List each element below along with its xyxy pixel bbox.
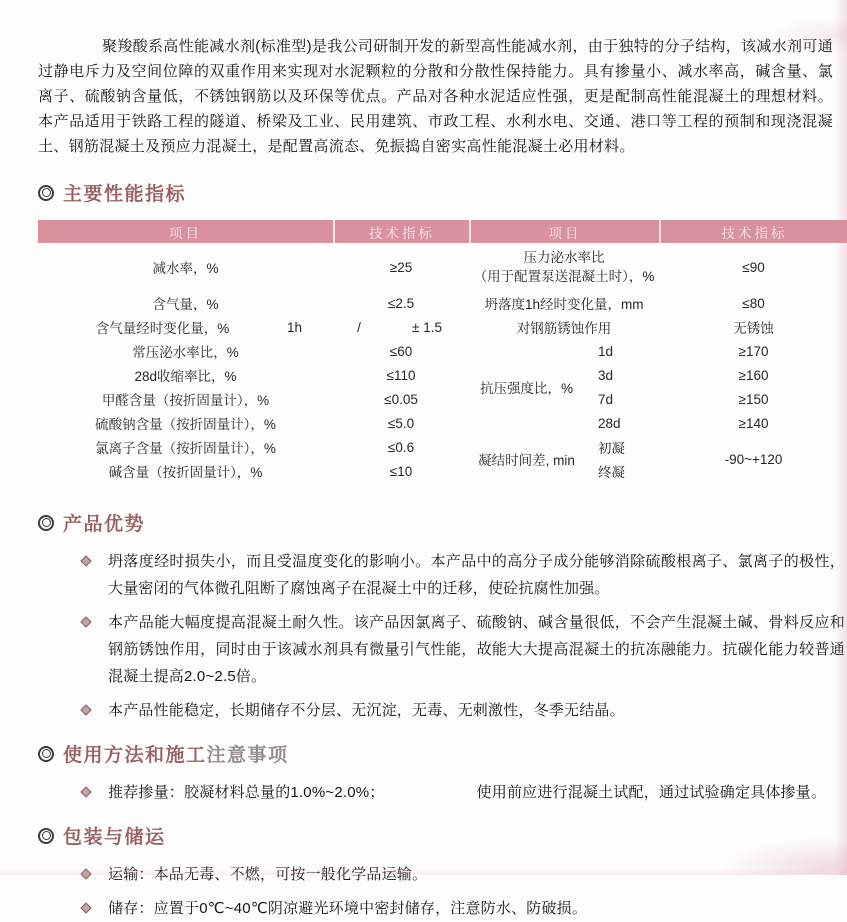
table-cell-value: 无锈蚀 bbox=[733, 321, 774, 336]
table-cell-value: ≤0.6 bbox=[387, 439, 415, 455]
age-cell: 1d bbox=[598, 343, 614, 359]
table-cell-label: 含气量经时变化量，% bbox=[95, 321, 230, 336]
storage-text: 储存：应置于0℃~40℃阴凉避光环境中密封储存，注意防水、防破损。 bbox=[108, 900, 588, 917]
group-values bbox=[659, 339, 847, 435]
table-row bbox=[38, 411, 469, 435]
table-cell-item: 硫酸钠含量（按折固量计），% bbox=[95, 417, 276, 432]
table-header-item: 项目 bbox=[469, 220, 659, 243]
table-row bbox=[469, 315, 847, 339]
table-header-row bbox=[38, 220, 847, 243]
table-cell-item: 常压泌水率比，% bbox=[132, 345, 239, 360]
list-item bbox=[82, 697, 845, 724]
table-cell-slash: / bbox=[357, 319, 361, 335]
table-row bbox=[38, 291, 469, 315]
setting-final: 终凝 bbox=[598, 465, 625, 480]
packaging-list bbox=[82, 861, 845, 922]
performance-table bbox=[38, 220, 847, 483]
value-cell: ≥140 bbox=[738, 415, 769, 431]
table-cell-time: 1h bbox=[287, 319, 303, 335]
trial-note-text: 使用前应进行混凝土试配，通过试验确定具体掺量。 bbox=[476, 784, 827, 801]
table-cell-item: 氯离子含量（按折固量计），% bbox=[95, 441, 276, 456]
table-row bbox=[38, 243, 469, 291]
diamond-bullet-icon bbox=[80, 616, 91, 627]
table-header-item: 项目 bbox=[169, 225, 202, 241]
table-row bbox=[38, 387, 469, 411]
section-heading-usage bbox=[38, 740, 845, 767]
diamond-bullet-icon bbox=[80, 704, 91, 715]
table-cell-item bbox=[38, 315, 333, 339]
bullseye-icon bbox=[38, 828, 54, 844]
value-cell: ≥150 bbox=[738, 391, 769, 407]
value-cell: -90~+120 bbox=[724, 451, 783, 467]
table-cell-item: 甲醛含量（按折固量计），% bbox=[101, 393, 270, 408]
section-title: 主要性能指标 bbox=[63, 184, 187, 205]
list-item-text: 本产品性能稳定，长期储存不分层、无沉淀，无毒、无刺激性，冬季无结晶。 bbox=[108, 702, 625, 719]
table-row bbox=[38, 435, 469, 459]
item-line2: （用于配置泵送混凝土时），% bbox=[473, 269, 655, 284]
list-item-text bbox=[108, 779, 845, 806]
age-cell: 28d bbox=[598, 415, 621, 431]
section-heading-advantages bbox=[38, 509, 845, 536]
value-cell: ≥170 bbox=[738, 343, 769, 359]
section-title: 包装与储运 bbox=[63, 827, 166, 848]
usage-list bbox=[82, 779, 845, 806]
list-item bbox=[82, 779, 845, 806]
list-item bbox=[82, 548, 845, 602]
value-cell: ≥160 bbox=[738, 367, 769, 383]
table-group-strength bbox=[469, 339, 847, 435]
item-line1: 压力泌水率比 bbox=[523, 250, 605, 265]
table-cell-value: ≤0.05 bbox=[384, 391, 418, 407]
table-cell-value bbox=[333, 315, 469, 339]
table-cell-value: ≤90 bbox=[742, 259, 765, 275]
table-header-spec: 技术指标 bbox=[659, 220, 847, 243]
table-cell-value: ≤5.0 bbox=[387, 415, 415, 431]
diamond-bullet-icon bbox=[80, 786, 91, 797]
table-cell-value: ≤10 bbox=[389, 463, 413, 479]
group-subitems bbox=[584, 435, 659, 483]
table-row bbox=[38, 339, 469, 363]
table-body bbox=[38, 243, 847, 483]
table-header-spec: 技术指标 bbox=[333, 220, 469, 243]
table-cell-subvalue: ± 1.5 bbox=[412, 319, 442, 335]
table-cell-item bbox=[469, 243, 659, 291]
bullseye-icon bbox=[38, 515, 54, 531]
table-cell-value: ≤110 bbox=[386, 367, 416, 383]
table-cell-value: ≤2.5 bbox=[387, 295, 415, 311]
table-left-half bbox=[38, 243, 469, 483]
transport-text: 运输：本品无毒、不燃，可按一般化学品运输。 bbox=[108, 866, 428, 883]
list-item-text: 本产品能大幅度提高混凝土耐久性。该产品因氯离子、硫酸钠、碱含量很低，不会产生混凝土碱、骨料反应和钢筋锈蚀作用，同时由于该减水剂具有微量引气性能，故能大大提高混凝土的抗冻融能力。抗碳化能力较普通混凝土提高2.0~2.5倍。 bbox=[108, 614, 845, 685]
title-tail: 注意事项 bbox=[206, 745, 289, 766]
advantages-list bbox=[82, 548, 845, 724]
table-cell-item: 28d收缩率比，% bbox=[134, 369, 237, 384]
dosage-text: 推荐掺量：胶凝材料总量的1.0%~2.0%； bbox=[108, 784, 385, 801]
table-cell-item: 坍落度1h经时变化量，mm bbox=[484, 297, 644, 312]
table-cell-item: 含气量，% bbox=[152, 297, 219, 312]
section-title bbox=[63, 740, 289, 767]
diamond-bullet-icon bbox=[80, 868, 91, 879]
table-row bbox=[38, 459, 469, 483]
group-ages bbox=[584, 339, 659, 435]
title-main: 使用方法和施工 bbox=[63, 745, 207, 766]
setting-initial: 初凝 bbox=[598, 441, 625, 456]
section-title: 产品优势 bbox=[63, 514, 146, 535]
section-heading-performance bbox=[38, 179, 845, 206]
table-cell-item: 减水率，% bbox=[152, 261, 219, 276]
group-label: 抗压强度比，% bbox=[479, 381, 573, 396]
intro-paragraph: 聚羧酸系高性能减水剂(标准型)是我公司研制开发的新型高性能减水剂，由于独特的分子结构，该减水剂可通过静电斥力及空间位障的双重作用来实现对水泥颗粒的分散和分散性保持能力。具有掺量小、减水率高，碱含量、氯离子、硫酸钠含量低，不锈蚀钢筋以及环保等优点。产品对各种水泥适应性强，更是配制高性能混凝土的理想材料。本产品适用于铁路工程的隧道、桥梁及工业、民用建筑、市政工程、水利水电、交通、港口等工程的预制和现浇混凝土、钢筋混凝土及预应力混凝土，是配置高流态、免振捣自密实高性能混凝土必用材料。 bbox=[38, 38, 833, 155]
table-cell-item: 对钢筋锈蚀作用 bbox=[516, 321, 612, 336]
age-cell: 7d bbox=[598, 391, 614, 407]
bullseye-icon bbox=[38, 185, 54, 201]
age-cell: 3d bbox=[598, 367, 614, 383]
list-item-text: 坍落度经时损失小，而且受温度变化的影响小。本产品中的高分子成分能够消除硫酸根离子、氯离子的极性，大量密闭的气体微孔阻断了腐蚀离子在混凝土中的迁移，使砼抗腐性加强。 bbox=[108, 553, 845, 597]
bullseye-icon bbox=[38, 746, 54, 762]
diamond-bullet-icon bbox=[80, 902, 91, 913]
table-row bbox=[469, 243, 847, 291]
table-cell-item: 碱含量（按折固量计），% bbox=[108, 465, 263, 480]
group-label: 凝结时间差, min bbox=[478, 453, 575, 468]
list-item bbox=[82, 609, 845, 690]
table-cell-value: ≥25 bbox=[389, 259, 413, 275]
table-group-setting-time bbox=[469, 435, 847, 483]
table-row bbox=[38, 363, 469, 387]
table-cell-value: ≤80 bbox=[742, 295, 765, 311]
table-row bbox=[469, 291, 847, 315]
table-right-half bbox=[469, 243, 847, 483]
diamond-bullet-icon bbox=[80, 555, 91, 566]
list-item bbox=[82, 895, 845, 922]
table-row bbox=[38, 315, 469, 339]
section-heading-packaging bbox=[38, 822, 845, 849]
table-cell-value: ≤60 bbox=[389, 343, 413, 359]
